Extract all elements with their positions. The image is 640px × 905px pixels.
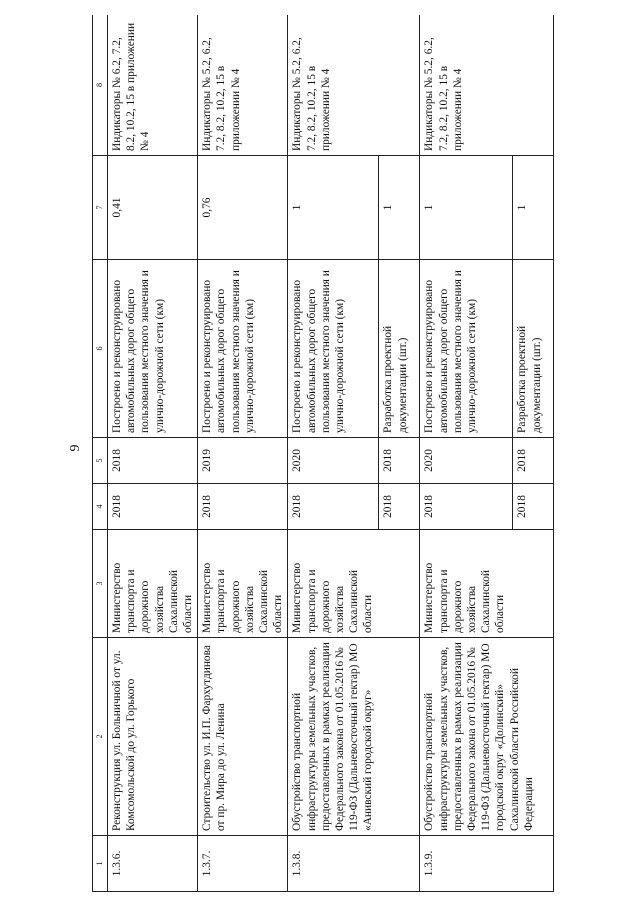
start-year: 2018 (108, 484, 198, 530)
table-row (108, 15, 198, 892)
result-description: Разработка проектной документации (шт.) (379, 260, 420, 438)
end-year: 2019 (198, 438, 288, 484)
indicators: Индикаторы № 5.2, 6.2, 7.2, 8.2, 10.2, 15 в приложении № 4 (288, 15, 420, 156)
result-value: 1 (379, 156, 420, 260)
measure-name: Реконструкция ул. Больничной от ул. Комсомольской до ул. Горького (108, 638, 198, 836)
row-number: 1.3.6. (108, 836, 198, 892)
table-row (198, 15, 288, 892)
start-year: 2018 (513, 484, 554, 530)
result-value: 1 (420, 156, 513, 260)
header-col-5: 5 (93, 438, 108, 484)
result-description: Построено и реконструировано автомобильных дорог общего пользования местного значения и улично-дорожной сети (км) (108, 260, 198, 438)
rotated-table-area (92, 15, 637, 892)
row-number: 1.3.9. (420, 836, 554, 892)
header-col-1: 1 (93, 836, 108, 892)
result-description: Построено и реконструировано автомобильных дорог общего пользования местного значения и улично-дорожной сети (км) (198, 260, 288, 438)
header-row (93, 15, 108, 892)
result-value: 1 (288, 156, 379, 260)
result-value: 0,41 (108, 156, 198, 260)
indicators: Индикаторы № 6.2, 7.2, 8.2, 10.2, 15 в приложении № 4 (108, 15, 198, 156)
executor: Министерство транспорта и дорожного хозяйства Сахалинской области (288, 530, 420, 638)
program-measures-table (92, 15, 554, 892)
end-year: 2018 (513, 438, 554, 484)
end-year: 2020 (288, 438, 379, 484)
result-description: Построено и реконструировано автомобильных дорог общего пользования местного значения и улично-дорожной сети (км) (288, 260, 379, 438)
header-col-2: 2 (93, 638, 108, 836)
executor: Министерство транспорта и дорожного хозяйства Сахалинской области (108, 530, 198, 638)
table-row (288, 15, 379, 892)
start-year: 2018 (420, 484, 513, 530)
page-number: 9 (68, 444, 83, 452)
row-number: 1.3.8. (288, 836, 420, 892)
end-year: 2018 (108, 438, 198, 484)
measure-name: Обустройство транспортной инфраструктуры земельных участков, предоставленных в рамках реализации Федерального закона от 01.05.2016 № 119-ФЗ (Дальневосточный гектар) МО «Анивский городской округ» (288, 638, 420, 836)
executor: Министерство транспорта и дорожного хозяйства Сахалинской области (420, 530, 554, 638)
start-year: 2018 (379, 484, 420, 530)
start-year: 2018 (198, 484, 288, 530)
row-number: 1.3.7. (198, 836, 288, 892)
end-year: 2018 (379, 438, 420, 484)
header-col-8: 8 (93, 15, 108, 156)
result-value: 1 (513, 156, 554, 260)
indicators: Индикаторы № 5.2, 6.2, 7.2, 8.2, 10.2, 15 в приложении № 4 (420, 15, 554, 156)
end-year: 2020 (420, 438, 513, 484)
header-col-6: 6 (93, 260, 108, 438)
result-description: Построено и реконструировано автомобильных дорог общего пользования местного значения и улично-дорожной сети (км) (420, 260, 513, 438)
header-col-3: 3 (93, 530, 108, 638)
start-year: 2018 (288, 484, 379, 530)
result-description: Разработка проектной документации (шт.) (513, 260, 554, 438)
measure-name: Обустройство транспортной инфраструктуры земельных участков, предоставленных в рамках реализации Федерального закона от 01.05.2016 № 119-ФЗ (Дальневосточный гектар) МО городской округ «Долинский» Сахалинской области Российской Федерации (420, 638, 554, 836)
header-col-7: 7 (93, 156, 108, 260)
executor: Министерство транспорта и дорожного хозяйства Сахалинской области (198, 530, 288, 638)
header-col-4: 4 (93, 484, 108, 530)
rotated-content (92, 15, 637, 892)
measure-name: Строительство ул. И.П. Фархутдинова от пр. Мира до ул. Ленина (198, 638, 288, 836)
indicators: Индикаторы № 5.2, 6.2, 7.2, 8.2, 10.2, 15 в приложении № 4 (198, 15, 288, 156)
result-value: 0,76 (198, 156, 288, 260)
table-row (420, 15, 513, 892)
